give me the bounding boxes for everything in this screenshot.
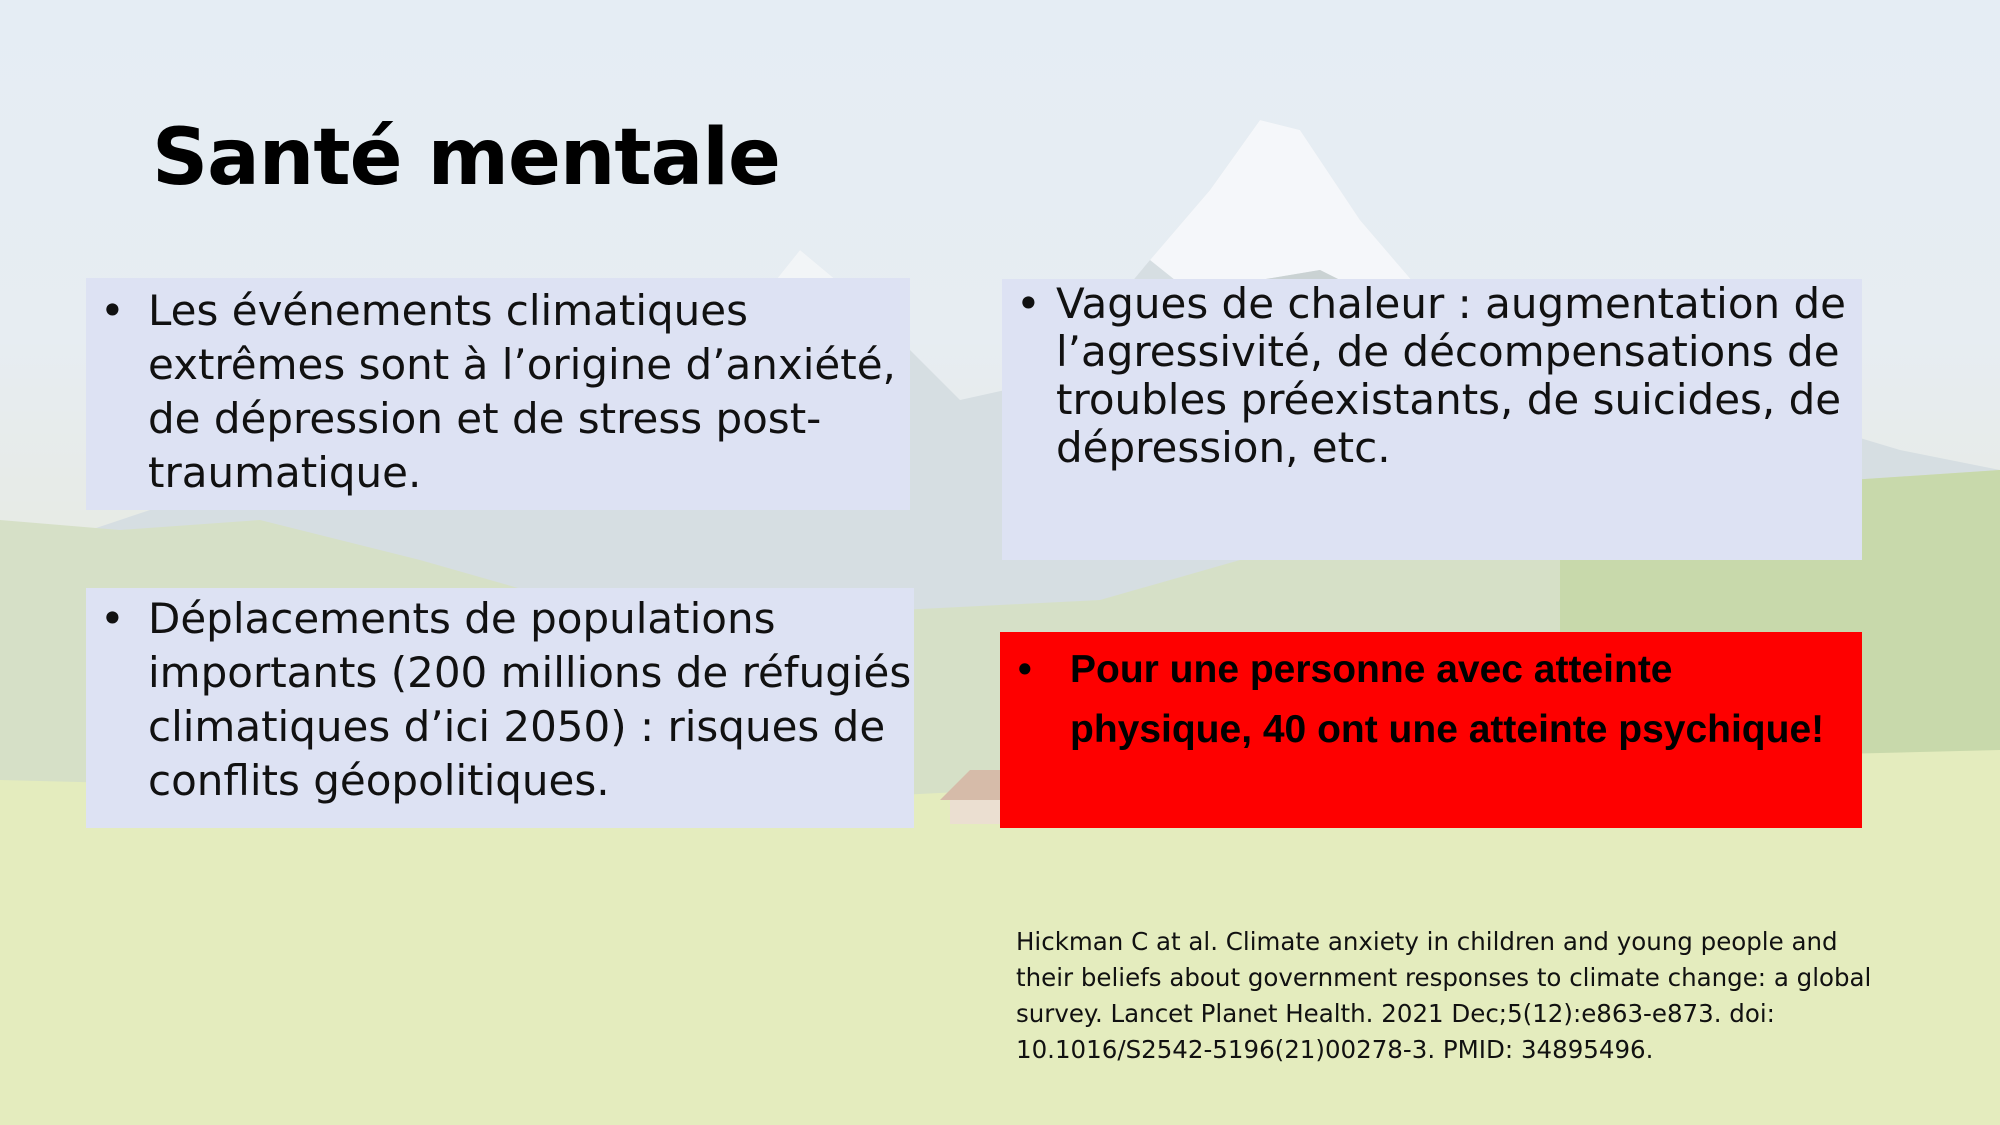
info-box-extreme-events (86, 278, 910, 510)
list-item (86, 284, 910, 500)
bullet-icon: • (1016, 279, 1041, 328)
list-item (1002, 280, 1862, 472)
info-box-heatwaves (1002, 279, 1862, 560)
bullet-icon: • (100, 594, 125, 643)
highlight-text: Pour une personne avec atteinte physique, 40 ont une atteinte psychique! (1070, 648, 1825, 751)
reference-citation: Hickman C at al. Climate anxiety in children and young people and their beliefs about government responses to climate change: a global survey. Lancet Planet Health. 2021 Dec;5(12):e863-e873. doi: 10.1016/S2542-5196(21)00278-3. PMID: 34895496. (1016, 927, 1872, 1064)
list-item (1000, 640, 1862, 760)
page-title: Santé mentale (152, 113, 780, 203)
list-item-text: Vagues de chaleur : augmentation de l’agressivité, de décompensations de troubles préexistants, de suicides, de dépression, etc. (1056, 279, 1847, 472)
list-item-text: Les événements climatiques extrêmes sont à l’origine d’anxiété, de dépression et de stress post-traumatique. (148, 286, 896, 497)
info-box-displacement (86, 588, 914, 828)
highlight-box (1000, 632, 1862, 828)
list-item-text: Déplacements de populations importants (200 millions de réfugiés climatiques d’ici 2050) : risques de conflits géopolitiques. (148, 594, 912, 805)
bullet-icon: • (100, 286, 125, 335)
list-item (86, 592, 914, 808)
bullet-icon: • (1018, 648, 1032, 691)
